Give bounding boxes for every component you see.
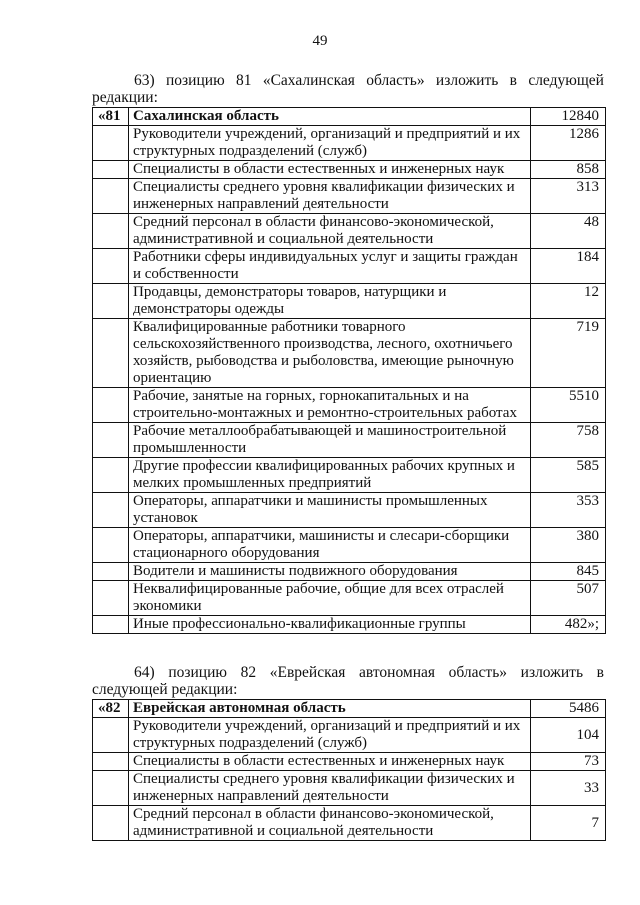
section-63-intro bbox=[92, 72, 604, 106]
intro-word: изложить bbox=[520, 664, 584, 681]
intro-line bbox=[92, 72, 604, 89]
intro-word: следующей bbox=[528, 72, 604, 89]
table-row bbox=[93, 458, 606, 493]
table-header-row bbox=[93, 108, 606, 126]
row-value: 482»; bbox=[531, 616, 606, 634]
position-index: «81 bbox=[93, 108, 129, 126]
table-row bbox=[93, 753, 606, 771]
table-row bbox=[93, 249, 606, 284]
row-value: 719 bbox=[531, 319, 606, 388]
table-row bbox=[93, 806, 606, 841]
row-label: Руководители учреждений, организаций и предприятий и их структурных подразделений (служб) bbox=[129, 126, 531, 161]
row-value: 380 bbox=[531, 528, 606, 563]
table-row bbox=[93, 423, 606, 458]
row-label: Операторы, аппаратчики, машинисты и слесари-сборщики стационарного оборудования bbox=[129, 528, 531, 563]
intro-word: 81 bbox=[236, 72, 252, 89]
row-value: 353 bbox=[531, 493, 606, 528]
row-value: 104 bbox=[531, 718, 606, 753]
table-row bbox=[93, 616, 606, 634]
intro-word: 82 bbox=[240, 664, 257, 681]
row-label: Квалифицированные работники товарного сельскохозяйственного производства, лесного, охотничьего хозяйств, рыбоводства и рыболовства, имеющие рыночную ориентацию bbox=[129, 319, 531, 388]
intro-word: «Сахалинская bbox=[262, 72, 355, 89]
table-row bbox=[93, 126, 606, 161]
row-value: 48 bbox=[531, 214, 606, 249]
row-value: 507 bbox=[531, 581, 606, 616]
intro-word: в bbox=[509, 72, 517, 89]
row-value: 758 bbox=[531, 423, 606, 458]
row-label: Другие профессии квалифицированных рабочих крупных и мелких промышленных предприятий bbox=[129, 458, 531, 493]
table-row bbox=[93, 179, 606, 214]
intro-word: в bbox=[596, 664, 604, 681]
table-row bbox=[93, 388, 606, 423]
row-value: 858 bbox=[531, 161, 606, 179]
table-row bbox=[93, 581, 606, 616]
intro-word: область» bbox=[448, 664, 508, 681]
region-name: Сахалинская область bbox=[129, 108, 531, 126]
row-value: 585 bbox=[531, 458, 606, 493]
intro-word: «Еврейская bbox=[269, 664, 346, 681]
table-row bbox=[93, 319, 606, 388]
table-sakhalin bbox=[92, 107, 606, 634]
intro-word: позицию bbox=[168, 664, 227, 681]
row-label: Работники сферы индивидуальных услуг и защиты граждан и собственности bbox=[129, 249, 531, 284]
intro-line-2: следующей редакции: bbox=[92, 681, 238, 698]
intro-line bbox=[92, 664, 604, 681]
intro-word: позицию bbox=[166, 72, 225, 89]
row-label: Операторы, аппаратчики и машинисты промышленных установок bbox=[129, 493, 531, 528]
intro-word: автономная bbox=[359, 664, 436, 681]
position-index: «82 bbox=[93, 700, 129, 718]
intro-word: 64) bbox=[134, 664, 155, 681]
row-value: 7 bbox=[531, 806, 606, 841]
table-row bbox=[93, 563, 606, 581]
table-row bbox=[93, 718, 606, 753]
row-label: Рабочие металлообрабатывающей и машиностроительной промышленности bbox=[129, 423, 531, 458]
table-header-row bbox=[93, 700, 606, 718]
section-64-intro bbox=[92, 664, 604, 698]
row-value: 1286 bbox=[531, 126, 606, 161]
row-label: Продавцы, демонстраторы товаров, натурщики и демонстраторы одежды bbox=[129, 284, 531, 319]
table-row bbox=[93, 214, 606, 249]
row-label: Специалисты в области естественных и инженерных наук bbox=[129, 161, 531, 179]
row-label: Средний персонал в области финансово-экономической, административной и социальной деятельности bbox=[129, 214, 531, 249]
table-jewish-ao bbox=[92, 699, 606, 841]
row-value: 5510 bbox=[531, 388, 606, 423]
table-row bbox=[93, 771, 606, 806]
table-row bbox=[93, 493, 606, 528]
region-total: 12840 bbox=[531, 108, 606, 126]
row-value: 12 bbox=[531, 284, 606, 319]
intro-word: область» bbox=[366, 72, 425, 89]
row-label: Специалисты среднего уровня квалификации физических и инженерных направлений деятельности bbox=[129, 179, 531, 214]
row-label: Средний персонал в области финансово-экономической, административной и социальной деятельности bbox=[129, 806, 531, 841]
row-value: 184 bbox=[531, 249, 606, 284]
table-row bbox=[93, 161, 606, 179]
row-value: 845 bbox=[531, 563, 606, 581]
table-row bbox=[93, 284, 606, 319]
row-value: 73 bbox=[531, 753, 606, 771]
page-number: 49 bbox=[312, 33, 328, 49]
row-label: Специалисты в области естественных и инженерных наук bbox=[129, 753, 531, 771]
region-name: Еврейская автономная область bbox=[129, 700, 531, 718]
row-label: Руководители учреждений, организаций и предприятий и их структурных подразделений (служб) bbox=[129, 718, 531, 753]
row-label: Рабочие, занятые на горных, горнокапитальных и на строительно-монтажных и ремонтно-строительных работах bbox=[129, 388, 531, 423]
row-value: 33 bbox=[531, 771, 606, 806]
row-label: Специалисты среднего уровня квалификации физических и инженерных направлений деятельности bbox=[129, 771, 531, 806]
row-label: Водители и машинисты подвижного оборудования bbox=[129, 563, 531, 581]
row-label: Неквалифицированные рабочие, общие для всех отраслей экономики bbox=[129, 581, 531, 616]
table-row bbox=[93, 528, 606, 563]
row-value: 313 bbox=[531, 179, 606, 214]
intro-word: изложить bbox=[435, 72, 499, 89]
intro-line-2: редакции: bbox=[92, 89, 158, 106]
intro-word: 63) bbox=[134, 72, 155, 89]
row-label: Иные профессионально-квалификационные группы bbox=[129, 616, 531, 634]
region-total: 5486 bbox=[531, 700, 606, 718]
